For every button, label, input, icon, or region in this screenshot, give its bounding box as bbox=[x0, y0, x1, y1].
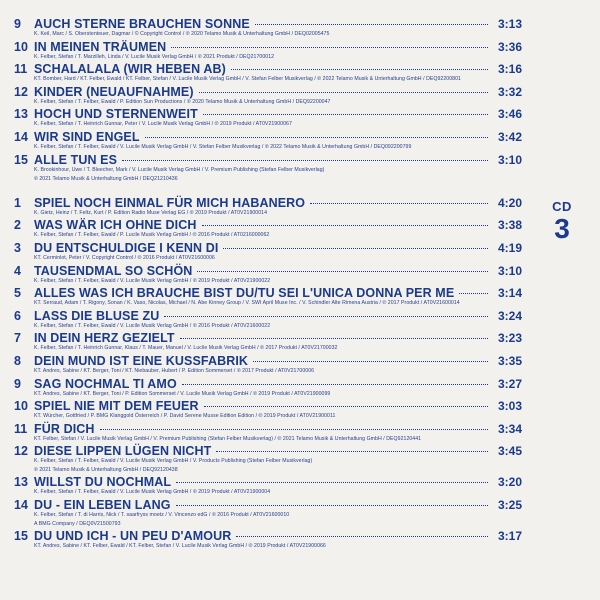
leader-dots bbox=[171, 46, 488, 48]
leader-dots bbox=[182, 383, 488, 385]
track-number: 13 bbox=[14, 107, 28, 122]
track-duration: 3:35 bbox=[497, 353, 522, 368]
tracklist bbox=[14, 18, 522, 553]
track-credit: KT. Felber, Stefan / V. Lucile Musik Verlag GmbH / V. Premium Publishing (Stefan Felber Musikverlag) / ℗ 2021 Telamo Musik & Unterhaltung GmbH / DEQ92120441 bbox=[34, 435, 422, 442]
track-item bbox=[14, 355, 522, 378]
track-title: LASS DIE BLUSE ZU bbox=[34, 308, 160, 323]
track-title: SCHALALALA (WIR HEBEN AB) bbox=[34, 62, 226, 77]
leader-dots bbox=[176, 481, 488, 483]
track-duration: 3:10 bbox=[497, 263, 522, 278]
track-number: 14 bbox=[14, 498, 28, 513]
leader-dots bbox=[310, 202, 488, 204]
track-title: FÜR DICH bbox=[34, 421, 95, 436]
leader-dots bbox=[180, 337, 488, 339]
track-item bbox=[14, 400, 522, 423]
track-item bbox=[14, 476, 522, 499]
track-number: 14 bbox=[14, 129, 28, 144]
track-title: SAG NOCHMAL TI AMO bbox=[34, 376, 177, 391]
track-duration: 3:03 bbox=[497, 399, 522, 414]
leader-dots bbox=[164, 315, 488, 317]
leader-dots bbox=[202, 224, 488, 226]
track-number: 9 bbox=[14, 17, 21, 31]
track-item bbox=[14, 197, 522, 220]
leader-dots bbox=[145, 136, 488, 138]
track-title: WILLST DU NOCHMAL bbox=[34, 475, 172, 490]
track-number: 13 bbox=[14, 475, 28, 490]
track-credit: KT. Andres, Sabine / KT. Berger, Toni / KT. Niebauber, Hubert / P. Edition Sommerset / ℗ 2017 Produkt / AT0V21700006 bbox=[34, 367, 315, 374]
track-credit: K. Felber, Stefan / T. Felber, Ewald / V. Lucile Musik Verlag GmbH / ℗ 2016 Produkt / AT0V21600022 bbox=[34, 322, 271, 329]
track-title: TAUSENDMAL SO SCHÖN bbox=[34, 263, 193, 278]
track-credit: K. Felber, Stefan / T. Felber, Ewald / P. Lucile Musik Verlag GmbH / ℗ 2016 Produkt / AT0216000062 bbox=[34, 232, 270, 239]
track-duration: 4:19 bbox=[497, 240, 522, 255]
leader-dots bbox=[197, 270, 488, 272]
track-credit-extra: ℗ 2021 Telamo Musik & Unterhaltung GmbH / DEQ92120438 bbox=[34, 466, 178, 473]
leader-dots bbox=[253, 360, 488, 362]
track-item bbox=[14, 445, 522, 476]
track-duration: 3:34 bbox=[497, 421, 522, 436]
leader-dots bbox=[223, 247, 488, 249]
track-duration: 3:20 bbox=[497, 475, 522, 490]
leader-dots bbox=[204, 405, 488, 407]
track-item bbox=[14, 242, 522, 265]
track-number: 6 bbox=[14, 308, 21, 323]
track-duration: 3:24 bbox=[497, 308, 522, 323]
track-duration: 3:10 bbox=[497, 152, 522, 167]
track-item bbox=[14, 378, 522, 401]
track-credit: K. Keil, Marc / S. Oberstenteuer, Dagmar / © Copyright Control / ℗ 2020 Telamo Musik & Unterhaltung GmbH / DEQ02005475 bbox=[34, 31, 330, 37]
leader-dots bbox=[122, 159, 488, 161]
track-duration: 3:25 bbox=[497, 498, 522, 513]
block-tail-credit: ℗ 2021 Telamo Musik & Unterhaltung GmbH / DEQ21210436 bbox=[34, 176, 178, 183]
track-credit: K. Felber, Stefan / T. Heinrich Gunnar, Peter / V. Lucile Musik Verlag GmbH / ℗ 2019 Produkt / AT0V21900067 bbox=[34, 121, 292, 128]
track-duration: 3:46 bbox=[497, 107, 522, 122]
track-duration: 3:16 bbox=[497, 62, 522, 77]
track-credit: KT. Würcher, Gottfried / P. BMG Klanggold Österreich / P. David Serene Musse Edition Edition / ℗ 2019 Produkt / AT0V21900011 bbox=[34, 413, 336, 420]
track-duration: 3:42 bbox=[497, 129, 522, 144]
track-item bbox=[14, 287, 522, 310]
track-credit: K. Felber, Stefan / T. Felber, Ewald / V. Lucile Musik Verlag GmbH / ℗ 2019 Produkt / AT0V21900004 bbox=[34, 489, 271, 496]
track-number: 12 bbox=[14, 444, 28, 459]
track-item bbox=[14, 499, 522, 530]
track-duration: 3:17 bbox=[497, 529, 522, 544]
leader-dots bbox=[231, 68, 488, 70]
track-item bbox=[14, 86, 522, 109]
track-item bbox=[14, 530, 522, 553]
cd-badge bbox=[538, 200, 586, 243]
track-number: 15 bbox=[14, 152, 28, 167]
track-credit: KT. Andres, Sabine / KT. Berger, Toni / P. Edition Sommerset / V. Lucile Musik Verlag GmbH / ℗ 2019 Produkt / AT0V21900099 bbox=[34, 390, 331, 397]
track-title: WAS WÄR ICH OHNE DICH bbox=[34, 218, 197, 233]
track-credit: KT. Andres, Sabine / KT. Felber, Ewald / KT. Felber, Stefan / V. Lucile Musik Verlag GmbH / ℗ 2019 Produkt / AT0V21900066 bbox=[34, 543, 326, 550]
track-credit: K. Brookinhour, Uwe / T. Bleecher, Mark / V. Lucile Musik Verlag GmbH / V. Premium Publishing (Stefan Felber Musikverlag) bbox=[34, 166, 325, 173]
cd-number: 3 bbox=[554, 213, 570, 244]
track-credit-extra: A BMG Company / DEQ0V21500793 bbox=[34, 520, 121, 527]
track-credit: K. Felber, Stefan / T. Heinrich Gunnar, Klaus / T. Mauer, Manuel / V. Lucile Musik Verlag GmbH / ℗ 2017 Produkt / AT0V21700032 bbox=[34, 345, 338, 352]
track-duration: 3:13 bbox=[497, 17, 522, 31]
track-title: KINDER (NEUAUFNAHME) bbox=[34, 84, 194, 99]
track-number: 15 bbox=[14, 529, 28, 544]
track-number: 12 bbox=[14, 84, 28, 99]
track-credit: KT. Bomber, Hard / KT. Felber, Ewald / KT. Felber, Stefan / V. Lucile Musik Verlag GmbH / V. Stefan Felber Musikverlag / ℗ 2022 Telamo Musik & Unterhaltung GmbH / DEQ92200801 bbox=[34, 76, 461, 83]
leader-dots bbox=[176, 504, 488, 506]
track-item bbox=[14, 265, 522, 288]
track-credit: K. Felber, Stefan / T. di Harris, Nick / T. saarfryss moetz / V. Vincenzo edG / ℗ 2016 Produkt / AT0V21600010 bbox=[34, 512, 290, 519]
leader-dots bbox=[199, 91, 488, 93]
leader-dots bbox=[459, 292, 488, 294]
track-item bbox=[14, 310, 522, 333]
track-number: 11 bbox=[14, 62, 28, 77]
track-title: ALLE TUN ES bbox=[34, 152, 118, 167]
track-duration: 3:32 bbox=[497, 84, 522, 99]
track-item bbox=[14, 219, 522, 242]
track-number: 9 bbox=[14, 376, 21, 391]
track-title: WIR SIND ENGEL bbox=[34, 129, 140, 144]
track-credit: KT. Cerminlot, Peter / V. Copyright Control / ℗ 2016 Produkt / AT0V21600006 bbox=[34, 254, 215, 261]
track-item bbox=[14, 423, 522, 446]
track-duration: 3:14 bbox=[497, 286, 522, 301]
track-title: SPIEL NIE MIT DEM FEUER bbox=[34, 399, 199, 414]
track-number: 8 bbox=[14, 353, 21, 368]
track-title: IN MEINEN TRÄUMEN bbox=[34, 39, 167, 54]
track-number: 10 bbox=[14, 39, 28, 54]
track-title: DEIN MUND IST EINE KUSSFABRIK bbox=[34, 353, 249, 368]
track-item bbox=[14, 332, 522, 355]
leader-dots bbox=[203, 113, 488, 115]
tracklist-block-one bbox=[14, 18, 522, 183]
track-duration: 3:38 bbox=[497, 218, 522, 233]
track-duration: 3:45 bbox=[497, 444, 522, 459]
track-number: 11 bbox=[14, 421, 28, 436]
track-credit: K. Felber, Stefan / T. Felber, Ewald / V. Lucile Musik Verlag GmbH / ℗ 2019 Produkt / AT0V21900022 bbox=[34, 277, 271, 284]
track-title: SPIEL NOCH EINMAL FÜR MICH HABANERO bbox=[34, 195, 306, 210]
track-item bbox=[14, 108, 522, 131]
track-credit: K. Felber, Stefan / T. Felber, Ewald / V. Lucile Musik Verlag GmbH / V. Stefan Felber Musikverlag / ℗ 2022 Telamo Musik & Unterhaltung GmbH / DEQ092200799 bbox=[34, 143, 412, 150]
track-duration: 4:20 bbox=[497, 195, 522, 210]
track-duration: 3:36 bbox=[497, 39, 522, 54]
track-item bbox=[14, 154, 522, 177]
track-number: 5 bbox=[14, 286, 21, 301]
track-number: 4 bbox=[14, 263, 21, 278]
track-title: ALLES WAS ICH BRAUCHE BIST DU/TU SEI L'UNICA DONNA PER ME bbox=[34, 286, 455, 301]
track-credit: K. Felber, Stefan / T. Felber, Ewald / V. Lucile Musik Verlag GmbH / V. Products Publishing (Stefan Felber Musikverlag) bbox=[34, 458, 313, 465]
track-number: 2 bbox=[14, 218, 21, 233]
track-number: 7 bbox=[14, 331, 21, 346]
track-number: 10 bbox=[14, 399, 28, 414]
leader-dots bbox=[216, 450, 488, 452]
track-credit: K. Gietz, Heinz / T. Feltz, Kurt / P. Edition Radio Muse Verlag EG / ℗ 2019 Produkt / AT0V21900014 bbox=[34, 209, 268, 216]
track-number: 1 bbox=[14, 195, 21, 210]
track-title: DIESE LIPPEN LÜGEN NICHT bbox=[34, 444, 212, 459]
track-item bbox=[14, 63, 522, 86]
tracklist-block-two bbox=[14, 197, 522, 553]
track-title: HOCH UND STERNENWEIT bbox=[34, 107, 198, 122]
track-title: DU UND ICH - UN PEU D'AMOUR bbox=[34, 529, 232, 544]
track-duration: 3:23 bbox=[497, 331, 522, 346]
track-title: AUCH STERNE BRAUCHEN SONNE bbox=[34, 17, 250, 31]
track-title: DU - EIN LEBEN LANG bbox=[34, 498, 171, 513]
track-credit: K. Felber, Stefan / T. Felber, Ewald / P. Edition Sun Productions / ℗ 2020 Telamo Musik & Unterhaltung GmbH / DEQ92200047 bbox=[34, 98, 331, 105]
track-number: 3 bbox=[14, 240, 21, 255]
track-credit: K. Felber, Stefan / T. Marzilleh, Linda / V. Lucile Musik Verlag GmbH / ℗ 2021 Produkt / DEQ21700012 bbox=[34, 53, 275, 60]
track-credit: KT. Serraud, Adam / T. Rigony, Sonan / K. Vaso, Nicolas, Michael / N. Abe Kinney Group / V. SWI April Muse Inc. / V. Schindler Alte Rimena Austria / ℗ 2017 Produkt / AT0V21600014 bbox=[34, 300, 460, 307]
leader-dots bbox=[100, 428, 488, 430]
track-title: DU ENTSCHULDIGE I KENN DI bbox=[34, 240, 219, 255]
leader-dots bbox=[255, 23, 488, 25]
track-item bbox=[14, 18, 522, 41]
cd-label: CD bbox=[552, 199, 572, 214]
track-item bbox=[14, 41, 522, 64]
leader-dots bbox=[236, 535, 488, 537]
track-title: IN DEIN HERZ GEZIELT bbox=[34, 331, 175, 346]
track-item bbox=[14, 131, 522, 154]
track-duration: 3:27 bbox=[497, 376, 522, 391]
